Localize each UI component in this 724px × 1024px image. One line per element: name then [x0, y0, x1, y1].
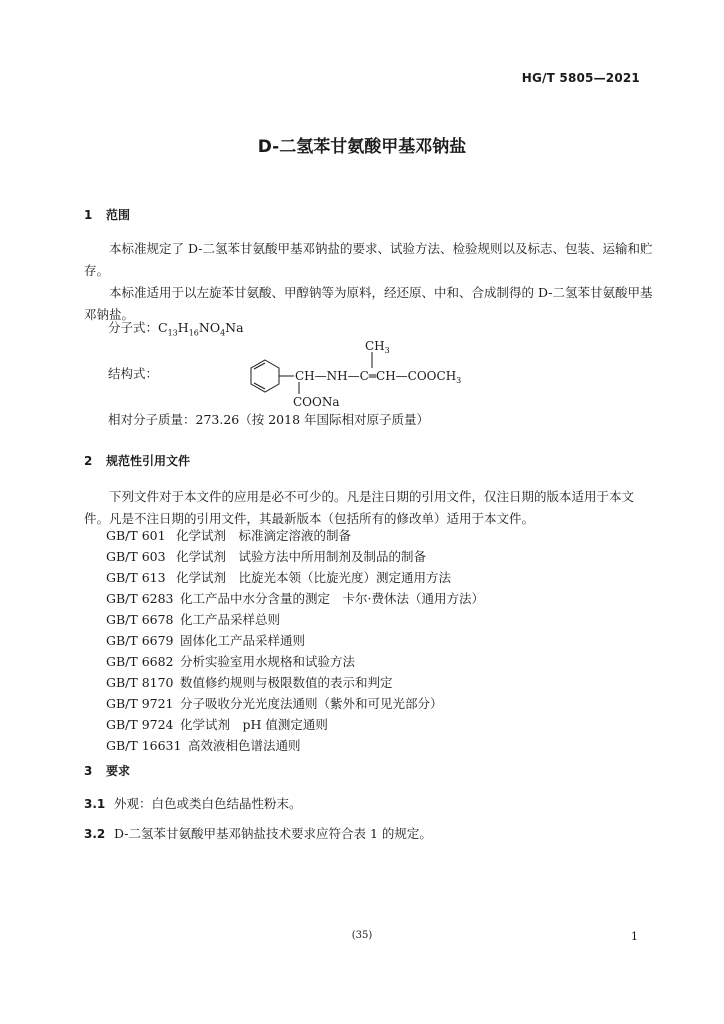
section-title: 范围 [106, 208, 131, 222]
reference-item [106, 589, 484, 609]
standard-code: HG/T 5805—2021 [521, 71, 640, 85]
main-chain: $CH—NH—C═CH—COOCH_3$ [295, 369, 462, 385]
molecular-formula: 分子式：$C_{13}H_{16}NO_4Na$ [108, 320, 244, 338]
reference-title: 化学试剂 试验方法中所用制剂及制品的制备 [176, 549, 427, 564]
section-number: 2 [84, 454, 93, 468]
reference-title: 化学试剂 pH 值测定通则 [180, 717, 328, 732]
section-3-heading [84, 762, 130, 779]
ring-double-bond [254, 363, 265, 369]
reference-item [106, 736, 301, 756]
document-title: D-二氢苯甘氨酸甲基邓钠盐 [257, 137, 467, 157]
clause-text: 外观：白色或类白色结晶性粉末。 [114, 796, 302, 811]
reference-item [106, 526, 351, 546]
reference-item [106, 610, 280, 630]
reference-title: 分析实验室用水规格和试验方法 [180, 654, 356, 669]
reference-code: GB/T 8170 [106, 675, 174, 690]
structure-label: 结构式： [108, 366, 159, 381]
reference-title: 分子吸收分光光度法通则（紫外和可见光部分） [180, 696, 443, 711]
reference-code: GB/T 9721 [106, 696, 174, 711]
reference-code: GB/T 603 [106, 549, 166, 564]
relative-molecular-mass: 相对分子质量：273.26（按 2018 年国际相对原子质量） [108, 412, 429, 427]
section-title: 要求 [106, 764, 131, 778]
reference-item [106, 715, 328, 735]
ring-double-bond-2 [254, 383, 265, 389]
reference-code: GB/T 601 [106, 528, 166, 543]
normative-intro: 下列文件对于本文件的应用是必不可少的。凡是注日期的引用文件，仅注日期的版本适用于本文件。凡是不注日期的引用文件，其最新版本（包括所有的修改单）适用于本文件。 [84, 489, 635, 526]
reference-code: GB/T 613 [106, 570, 166, 585]
reference-title: 高效液相色谱法通则 [188, 738, 301, 753]
footer-page-label: (35) [351, 930, 373, 941]
reference-title: 化学试剂 比旋光本领（比旋光度）测定通用方法 [176, 570, 452, 585]
formula-label: 分子式： [108, 320, 159, 335]
reference-code: GB/T 9724 [106, 717, 174, 732]
reference-item [106, 547, 426, 567]
scope-paragraph-1: 本标准规定了 D-二氢苯甘氨酸甲基邓钠盐的要求、试验方法、检验规则以及标志、包装、运输和贮存。 [84, 241, 653, 278]
reference-title: 化学试剂 标准滴定溶液的制备 [176, 528, 352, 543]
section-number: 3 [84, 764, 93, 778]
reference-code: GB/T 6678 [106, 612, 174, 627]
reference-code: GB/T 6682 [106, 654, 174, 669]
section-1-heading [84, 206, 130, 223]
scope-paragraph-2: 本标准适用于以左旋苯甘氨酸、甲醇钠等为原料，经还原、中和、合成制得的 D-二氢苯甘氨酸甲基邓钠盐。 [84, 285, 653, 322]
reference-title: 固体化工产品采样通则 [180, 633, 306, 648]
section-title: 规范性引用文件 [106, 454, 191, 468]
section-number: 1 [84, 208, 93, 222]
requirement-item [84, 824, 432, 844]
ring-shape [251, 360, 279, 392]
reference-title: 化工产品采样总则 [180, 612, 281, 627]
clause-number: 3.2 [84, 827, 106, 841]
structure-diagram [250, 336, 520, 408]
reference-code: GB/T 6283 [106, 591, 174, 606]
clause-number: 3.1 [84, 797, 106, 811]
reference-item [106, 673, 393, 693]
reference-title: 化工产品中水分含量的测定 卡尔·费休法（通用方法） [180, 591, 484, 606]
reference-item [106, 568, 451, 588]
reference-code: GB/T 16631 [106, 738, 182, 753]
requirement-item [84, 794, 302, 814]
section-2-heading [84, 452, 190, 469]
footer-page-number: 1 [631, 930, 638, 943]
reference-item [106, 652, 355, 672]
reference-code: GB/T 6679 [106, 633, 174, 648]
ch3-group: $CH_3$ [365, 339, 390, 355]
reference-item [106, 631, 305, 651]
clause-text: D-二氢苯甘氨酸甲基邓钠盐技术要求应符合表 1 的规定。 [114, 826, 432, 841]
reference-title: 数值修约规则与极限数值的表示和判定 [180, 675, 393, 690]
coona-group: COONa [293, 395, 340, 408]
reference-item [106, 694, 443, 714]
structural-formula [250, 336, 520, 412]
